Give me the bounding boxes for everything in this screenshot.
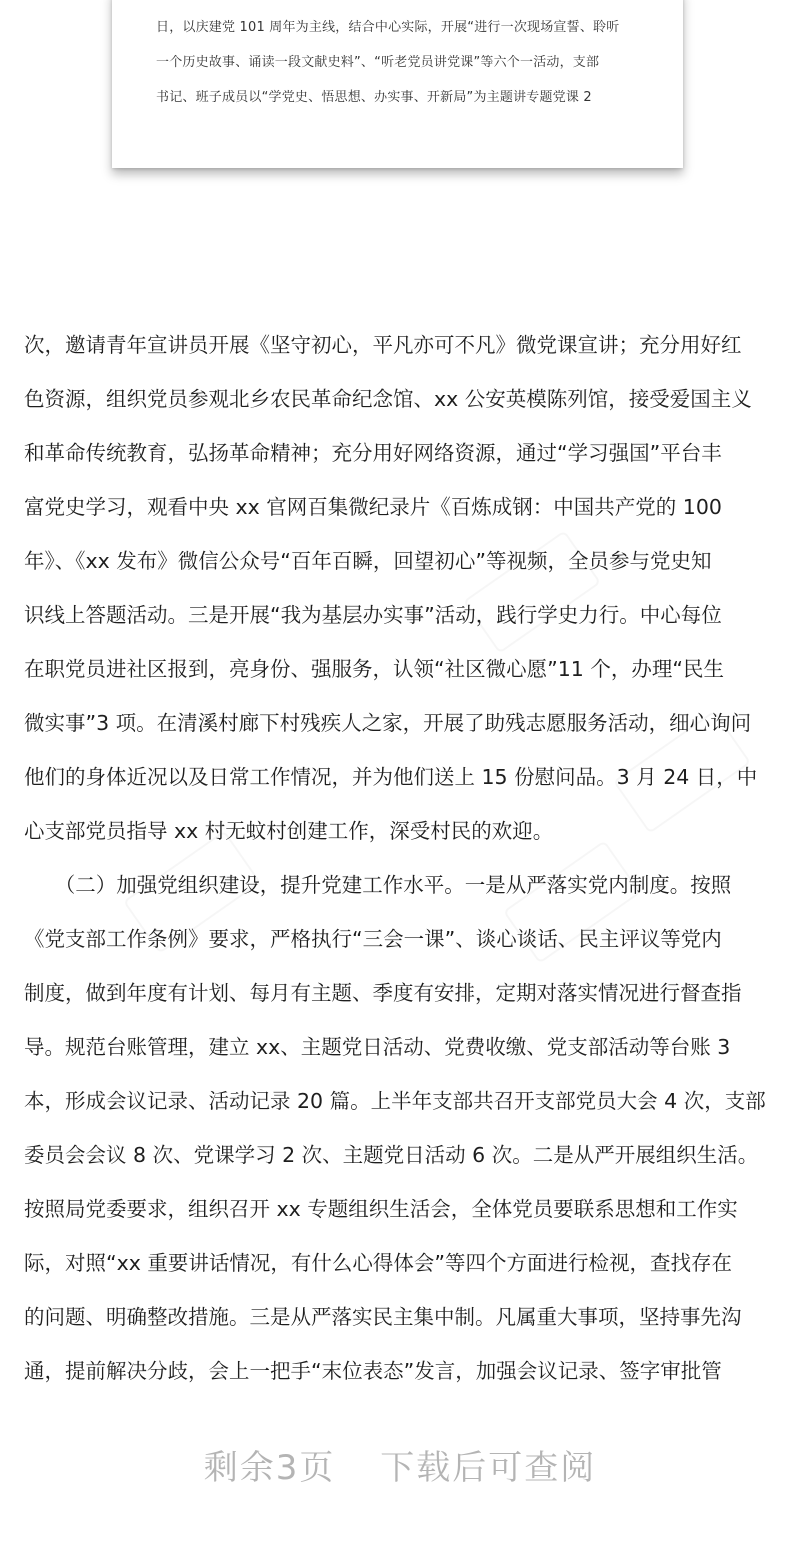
download-prompt[interactable] — [0, 1440, 800, 1489]
preview-line: 书记、班子成员以“学党史、悟思想、办实事、开新局”为主题讲专题党课 2 — [156, 90, 592, 105]
download-hint-label[interactable]: 下载后可查阅 — [380, 1448, 597, 1488]
body-line: 富党史学习，观看中央 xx 官网百集微纪录片《百炼成钢：中国共产党的 100 — [24, 495, 722, 519]
body-line: 按照局党委要求，组织召开 xx 专题组织生活会，全体党员要联系思想和工作实 — [24, 1197, 738, 1221]
body-line: 他们的身体近况以及日常工作情况，并为他们送上 15 份慰问品。3 月 24 日，中 — [24, 765, 758, 789]
body-line: 《党支部工作条例》要求，严格执行“三会一课”、谈心谈话、民主评议等党内 — [24, 927, 722, 951]
body-line: 和革命传统教育，弘扬革命精神；充分用好网络资源，通过“学习强国”平台丰 — [24, 441, 722, 465]
body-line: 年》、《xx 发布》微信公众号“百年百瞬，回望初心”等视频，全员参与党史知 — [24, 549, 712, 573]
body-line: 的问题、明确整改措施。三是从严落实民主集中制。凡属重大事项，坚持事先沟 — [24, 1305, 742, 1329]
body-line: 通，提前解决分歧，会上一把手“末位表态”发言，加强会议记录、签字审批管 — [24, 1359, 722, 1383]
document-body — [24, 318, 784, 1398]
preview-line: 一个历史故事、诵读一段文献史料”、“听老党员讲党课”等六个一活动，支部 — [156, 55, 600, 70]
body-line: 微实事”3 项。在清溪村廊下村残疾人之家，开展了助残志愿服务活动，细心询问 — [24, 711, 752, 735]
body-line: 本，形成会议记录、活动记录 20 篇。上半年支部共召开支部党员大会 4 次，支部 — [24, 1089, 766, 1113]
body-line: 色资源，组织党员参观北乡农民革命纪念馆、xx 公安英模陈列馆，接受爱国主义 — [24, 387, 752, 411]
body-line: 次，邀请青年宣讲员开展《坚守初心，平凡亦可不凡》微党课宣讲；充分用好红 — [24, 333, 742, 357]
body-line: 制度，做到年度有计划、每月有主题、季度有安排，定期对落实情况进行督查指 — [24, 981, 742, 1005]
body-line: 导。规范台账管理，建立 xx、主题党日活动、党费收缴、党支部活动等台账 3 — [24, 1035, 731, 1059]
body-line: 委员会会议 8 次、党课学习 2 次、主题党日活动 6 次。二是从严开展组织生活。 — [24, 1143, 759, 1167]
preview-page-card — [112, 0, 683, 168]
body-line: 在职党员进社区报到，亮身份、强服务，认领“社区微心愿”11 个，办理“民生 — [24, 657, 724, 681]
body-line: 际，对照“xx 重要讲话情况，有什么心得体会”等四个方面进行检视，查找存在 — [24, 1251, 733, 1275]
body-line: 识线上答题活动。三是开展“我为基层办实事”活动，践行学史力行。中心每位 — [24, 603, 722, 627]
body-line: （二）加强党组织建设，提升党建工作水平。一是从严落实党内制度。按照 — [24, 873, 732, 897]
body-line: 心支部党员指导 xx 村无蚊村创建工作，深受村民的欢迎。 — [24, 819, 554, 843]
remaining-pages-label[interactable]: 剩余3页 — [203, 1448, 336, 1488]
preview-line: 日，以庆建党 101 周年为主线，结合中心实际，开展“进行一次现场宣誓、聆听 — [156, 20, 620, 35]
preview-text-block — [156, 10, 656, 115]
